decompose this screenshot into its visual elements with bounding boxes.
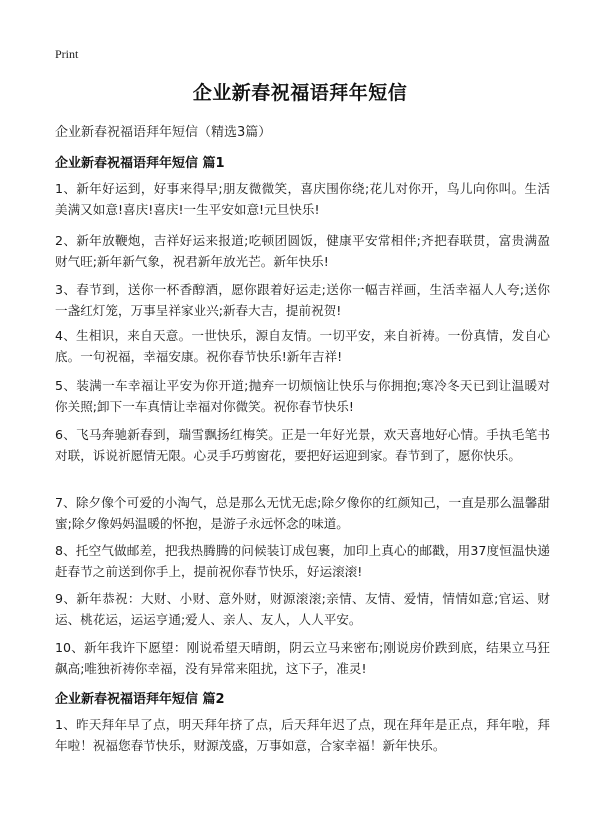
paragraph-1-9: 9、新年恭祝：大财、小财、意外财，财源滚滚;亲情、友情、爱情，情情如意;官运、财运、桃花运，运运亨通;爱人、亲人、友人，人人平安。 bbox=[55, 591, 550, 627]
paragraph-1-3: 3、春节到，送你一杯香醇酒，愿你跟着好运走;送你一幅吉祥画，生活幸福人人夸;送你一盏红灯笼，万事呈祥家业兴;新春大吉，提前祝贺! bbox=[55, 282, 550, 318]
paragraph-1-5: 5、装满一车幸福让平安为你开道;抛弃一切烦恼让快乐与你拥抱;寒冷冬天已到让温暖对你关照;卸下一车真情让幸福对你微笑。祝你春节快乐! bbox=[55, 378, 550, 414]
print-label: Print bbox=[55, 47, 79, 61]
paragraph-1-6: 6、飞马奔驰新春到，瑞雪飘扬红梅笑。正是一年好光景，欢天喜地好心情。手执毛笔书对联，诉说祈愿情无限。心灵手巧剪窗花，要把好运迎到家。春节到了，愿你快乐。 bbox=[55, 427, 550, 463]
document-title: 企业新春祝福语拜年短信 bbox=[192, 82, 408, 104]
paragraph-1-4: 4、生相识，来自天意。一世快乐，源自友情。一切平安，来自祈祷。一份真情，发自心底。一句祝福，幸福安康。祝你春节快乐!新年吉祥! bbox=[55, 328, 550, 364]
section-heading-1: 企业新春祝福语拜年短信 篇1 bbox=[55, 156, 225, 171]
paragraph-1-1: 1、新年好运到，好事来得早;朋友微微笑，喜庆围你绕;花儿对你开，鸟儿向你叫。生活美满又如意!喜庆!喜庆!一生平安如意!元旦快乐! bbox=[55, 181, 550, 217]
paragraph-2-1: 1、昨天拜年早了点，明天拜年挤了点，后天拜年迟了点，现在拜年是正点，拜年啦，拜年啦！祝福您春节快乐，财源茂盛，万事如意，合家幸福！新年快乐。 bbox=[55, 717, 550, 753]
paragraph-1-2: 2、新年放鞭炮，吉祥好运来报道;吃顿团圆饭，健康平安常相伴;齐把春联贯，富贵满盈财气旺;新年新气象，祝君新年放光芒。新年快乐! bbox=[55, 233, 550, 269]
document-subtitle: 企业新春祝福语拜年短信（精选3篇） bbox=[55, 125, 272, 140]
section-heading-2: 企业新春祝福语拜年短信 篇2 bbox=[55, 692, 225, 707]
paragraph-1-10: 10、新年我许下愿望：刚说希望天晴朗，阴云立马来密布;刚说房价跌到底，结果立马狂飙高;唯独祈祷你幸福，没有异常来阻扰，这下子，准灵! bbox=[55, 640, 550, 676]
paragraph-1-7: 7、除夕像个可爱的小淘气，总是那么无忧无虑;除夕像你的红颜知己，一直是那么温馨甜蜜;除夕像妈妈温暖的怀抱，是游子永远怀念的味道。 bbox=[55, 495, 550, 531]
paragraph-1-8: 8、托空气做邮差，把我热腾腾的问候装订成包裹，加印上真心的邮戳，用37度恒温快递赶春节之前送到你手上，提前祝你春节快乐，好运滚滚! bbox=[55, 543, 550, 579]
